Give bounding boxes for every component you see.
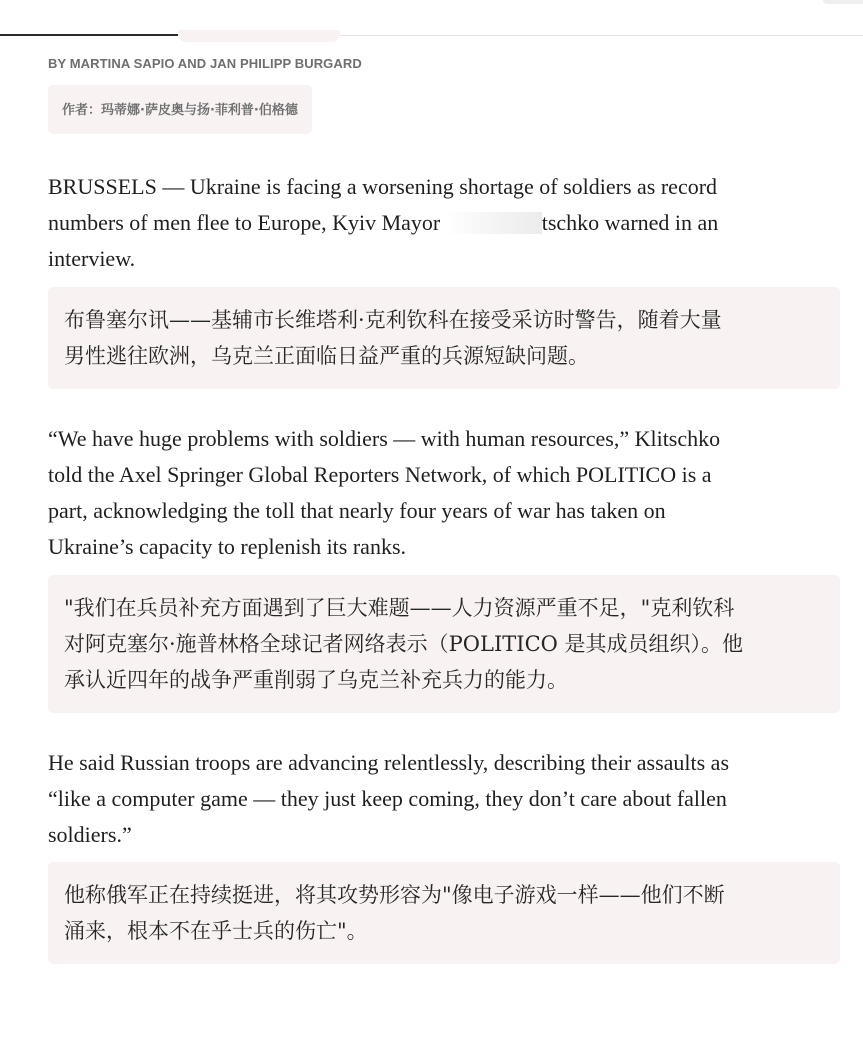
paragraph-line xyxy=(48,205,838,241)
header-corner-element xyxy=(823,0,863,4)
translation-block-1 xyxy=(48,287,840,389)
byline-translation xyxy=(48,85,312,134)
translation-line: 布鲁塞尔讯——基辅市长维塔利·克利钦科在接受采访时警告，随着大量 xyxy=(64,308,722,332)
paragraph-line: part, acknowledging the toll that nearly four years of war has taken on xyxy=(48,498,666,523)
byline-translation-text: 作者：玛蒂娜·萨皮奥与扬·菲利普·伯格德 xyxy=(62,103,298,118)
paragraph-3 xyxy=(48,745,838,853)
paragraph-line: “like a computer game — they just keep coming, they don’t care about fallen xyxy=(48,786,727,811)
translation-line: "我们在兵员补充方面遇到了巨大难题——人力资源严重不足，"克利钦科 xyxy=(64,596,735,620)
byline: BY MARTINA SAPIO AND JAN PHILIPP BURGARD xyxy=(48,56,362,71)
paragraph-line: told the Axel Springer Global Reporters Network, of which POLITICO is a xyxy=(48,462,712,487)
translation-line: 对阿克塞尔·施普林格全球记者网络表示（POLITICO 是其成员组织）。他 xyxy=(64,632,744,656)
translation-line: 涌来，根本不在乎士兵的伤亡"。 xyxy=(64,919,368,943)
paragraph-line: BRUSSELS — Ukraine is facing a worsening shortage of soldiers as record xyxy=(48,174,718,199)
paragraph-line: “We have huge problems with soldiers — with human resources,” Klitschko xyxy=(48,426,721,451)
translation-line: 承认近四年的战争严重削弱了乌克兰补充兵力的能力。 xyxy=(64,668,568,692)
paragraph-1 xyxy=(48,169,838,277)
paragraph-line: He said Russian troops are advancing relentlessly, describing their assaults as xyxy=(48,750,730,775)
paragraph-2 xyxy=(48,421,838,565)
translation-line: 他称俄军正在持续挺进，将其攻势形容为"像电子游戏一样——他们不断 xyxy=(64,883,725,907)
paragraph-line: interview. xyxy=(48,246,136,271)
paragraph-text: tschko warned in an xyxy=(541,210,719,235)
header-divider-accent xyxy=(0,34,178,36)
paragraph-line: soldiers.” xyxy=(48,822,132,847)
paragraph-line: Ukraine’s capacity to replenish its ranks. xyxy=(48,534,407,559)
header-pill-edge xyxy=(178,30,340,42)
redacted-name-image xyxy=(446,212,542,234)
translation-block-3 xyxy=(48,862,840,964)
paragraph-text: numbers of men flee to Europe, Kyiv Mayor xyxy=(48,210,446,235)
translation-block-2 xyxy=(48,575,840,713)
translation-line: 男性逃往欧洲，乌克兰正面临日益严重的兵源短缺问题。 xyxy=(64,344,589,368)
